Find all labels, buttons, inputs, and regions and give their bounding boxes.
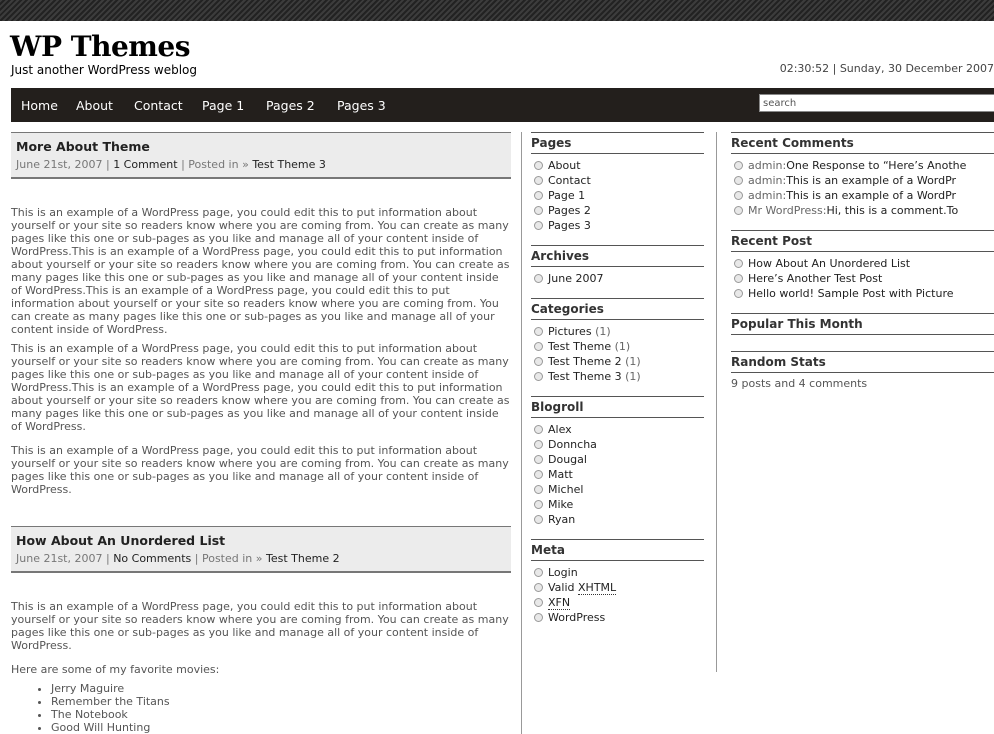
bullet-icon xyxy=(534,568,543,577)
list-item[interactable] xyxy=(531,452,704,467)
nav-contact[interactable]: Contact xyxy=(134,98,183,113)
list-item[interactable] xyxy=(731,256,994,271)
nav-home[interactable]: Home xyxy=(21,98,58,113)
widget-title: Categories xyxy=(531,298,704,320)
post-header xyxy=(11,526,511,573)
xhtml-link[interactable]: XHTML xyxy=(578,581,617,594)
list-item[interactable] xyxy=(531,271,704,286)
post-title[interactable]: How About An Unordered List xyxy=(16,533,226,548)
archive-link[interactable]: June 2007 xyxy=(548,272,604,285)
bullet-icon xyxy=(534,372,543,381)
post-paragraph: This is an example of a WordPress page, you could edit this to put information about yourself or your site so readers know where you are coming from. You can create as many pages like this one or sub-pages as you like and manage all of your content inside of WordPress. xyxy=(11,444,509,496)
list-item[interactable] xyxy=(531,482,704,497)
site-tagline: Just another WordPress weblog xyxy=(11,63,198,77)
bullet-icon xyxy=(534,613,543,622)
widget-random-stats xyxy=(731,351,994,390)
comment-author: admin: xyxy=(748,174,787,187)
bullet-icon xyxy=(534,425,543,434)
blogroll-link[interactable]: Dougal xyxy=(548,453,587,466)
category-count: (1) xyxy=(614,340,631,353)
category-count: (1) xyxy=(595,325,611,338)
bullet-icon xyxy=(534,583,543,592)
list-item: • Jerry Maguire xyxy=(51,682,511,695)
list-item[interactable] xyxy=(531,203,704,218)
list-item: • Good Will Hunting xyxy=(51,721,511,734)
page-link[interactable]: Pages 2 xyxy=(548,204,591,217)
blogroll-link[interactable]: Ryan xyxy=(548,513,576,526)
widget-title: Archives xyxy=(531,245,704,267)
widget-title: Recent Post xyxy=(731,230,994,252)
list-item[interactable] xyxy=(731,271,994,286)
xfn-link[interactable]: XFN xyxy=(548,596,571,609)
post xyxy=(11,526,511,734)
category-link[interactable]: Test Theme 3 xyxy=(548,370,622,383)
movie-list xyxy=(11,682,511,734)
widget-archives xyxy=(531,245,704,286)
sidebar-left xyxy=(531,132,704,637)
widget-title: Random Stats xyxy=(731,351,994,373)
posted-in-label: Posted in » xyxy=(188,158,249,171)
bullet-icon xyxy=(734,161,743,170)
post-meta xyxy=(16,552,506,568)
list-item[interactable] xyxy=(531,610,704,625)
bullet-icon xyxy=(534,221,543,230)
date-time-display: 02:30:52 | Sunday, 30 December 2007 xyxy=(779,62,994,75)
list-item[interactable] xyxy=(531,512,704,527)
bullet-icon xyxy=(534,440,543,449)
list-item[interactable] xyxy=(531,324,704,339)
bullet-icon xyxy=(534,274,543,283)
category-link[interactable]: Test Theme 2 xyxy=(266,552,340,565)
bullet-icon xyxy=(734,176,743,185)
widget-categories xyxy=(531,298,704,384)
post-header xyxy=(11,132,511,179)
wordpress-link[interactable]: WordPress xyxy=(548,611,606,624)
post-meta xyxy=(16,158,506,174)
post xyxy=(11,132,511,496)
sidebar-right xyxy=(731,132,994,402)
widget-title: Pages xyxy=(531,132,704,154)
widget-recent-posts xyxy=(731,230,994,301)
blogroll-link[interactable]: Michel xyxy=(548,483,584,496)
bullet-icon xyxy=(734,206,743,215)
list-item[interactable] xyxy=(731,173,994,188)
widget-title: Blogroll xyxy=(531,396,704,418)
comments-link[interactable]: 1 Comment xyxy=(113,158,178,171)
meta-separator: | xyxy=(105,552,114,565)
blogroll-link[interactable]: Mike xyxy=(548,498,574,511)
page-link[interactable]: About xyxy=(548,159,581,172)
search-input[interactable] xyxy=(759,94,994,112)
site-title[interactable]: WP Themes xyxy=(10,30,190,63)
recent-post-link[interactable]: Here’s Another Test Post xyxy=(748,272,883,285)
bullet-icon xyxy=(534,357,543,366)
nav-pages-2[interactable]: Pages 2 xyxy=(266,98,315,113)
page-link[interactable]: Pages 3 xyxy=(548,219,591,232)
list-item[interactable] xyxy=(531,580,704,595)
comment-author: admin: xyxy=(748,159,787,172)
meta-separator: | xyxy=(105,158,114,171)
meta-separator: | xyxy=(181,158,189,171)
bullet-icon xyxy=(534,485,543,494)
list-item[interactable] xyxy=(731,286,994,301)
post-date: June 21st, 2007 xyxy=(16,158,103,171)
widget-recent-comments xyxy=(731,132,994,218)
list-item[interactable] xyxy=(531,467,704,482)
bullet-icon xyxy=(534,455,543,464)
column-divider xyxy=(521,132,522,734)
widget-popular xyxy=(731,313,994,335)
blogroll-link[interactable]: Donncha xyxy=(548,438,597,451)
bullet-icon xyxy=(534,206,543,215)
meta-separator: | xyxy=(194,552,202,565)
comment-link[interactable]: This is an example of a WordPr xyxy=(786,174,957,187)
comment-link[interactable]: This is an example of a WordPr xyxy=(786,189,957,202)
login-link[interactable]: Login xyxy=(548,566,578,579)
bullet-icon xyxy=(534,161,543,170)
post-paragraph: This is an example of a WordPress page, you could edit this to put information about yourself or your site so readers know where you are coming from. You can create as many pages like this one or sub-pages as you like and manage all of your content inside of WordPress. xyxy=(11,600,509,652)
widget-meta xyxy=(531,539,704,625)
comments-link[interactable]: No Comments xyxy=(113,552,192,565)
category-count: (1) xyxy=(625,355,641,368)
page-link[interactable]: Page 1 xyxy=(548,189,586,202)
list-item[interactable] xyxy=(531,369,704,384)
recent-post-link[interactable]: How About An Unordered List xyxy=(748,257,911,270)
stats-text: 9 posts and 4 comments xyxy=(731,377,868,390)
category-link[interactable]: Test Theme xyxy=(548,340,612,353)
bullet-icon xyxy=(534,342,543,351)
bullet-icon xyxy=(534,500,543,509)
post-body xyxy=(11,206,511,496)
bullet-icon xyxy=(534,470,543,479)
nav-pages-3[interactable]: Pages 3 xyxy=(337,98,386,113)
post-paragraph: This is an example of a WordPress page, you could edit this to put information about yourself or your site so readers know where you are coming from. You can create as many pages like this one or sub-pages as you like and manage all of your content inside of WordPress.This is an example of a WordPress page, you could edit this to put information about yourself or your site so readers know where you are coming from. You can create as many pages like this one or sub-pages as you like and manage all of your content inside of WordPress.This is an example of a WordPress page, you could edit this to put information about yourself or your site so readers know where you are coming from. You can create as many pages like this one or sub-pages as you like and manage all of your content inside of WordPress. xyxy=(11,206,510,336)
list-item[interactable] xyxy=(531,188,704,203)
posted-in-label: Posted in » xyxy=(201,552,263,565)
recent-post-link[interactable]: Hello world! Sample Post with Picture xyxy=(748,287,954,300)
category-count: (1) xyxy=(625,370,641,383)
category-link[interactable]: Pictures xyxy=(548,325,592,338)
bullet-icon xyxy=(734,259,743,268)
comment-link[interactable]: Hi, this is a comment.To xyxy=(826,204,959,217)
bullet-icon xyxy=(534,191,543,200)
category-link[interactable]: Test Theme 3 xyxy=(252,158,326,171)
valid-label: Valid xyxy=(548,581,575,594)
post-body xyxy=(11,600,511,734)
post-title[interactable]: More About Theme xyxy=(16,139,150,154)
top-stripe xyxy=(0,0,994,21)
list-item[interactable] xyxy=(531,422,704,437)
blogroll-link[interactable]: Alex xyxy=(548,423,572,436)
list-item: • The Notebook xyxy=(51,708,511,721)
widget-blogroll xyxy=(531,396,704,527)
bullet-icon xyxy=(734,274,743,283)
list-item[interactable] xyxy=(531,173,704,188)
list-item[interactable] xyxy=(731,188,994,203)
list-item: • Remember the Titans xyxy=(51,695,511,708)
blogroll-link[interactable]: Matt xyxy=(548,468,573,481)
bullet-icon xyxy=(534,327,543,336)
category-link[interactable]: Test Theme 2 xyxy=(548,355,622,368)
bullet-icon xyxy=(734,289,743,298)
comment-author: Mr WordPress: xyxy=(748,204,827,217)
bullet-icon xyxy=(534,515,543,524)
list-item[interactable] xyxy=(531,218,704,233)
widget-title: Meta xyxy=(531,539,704,561)
main-content xyxy=(11,132,511,734)
page-link[interactable]: Contact xyxy=(548,174,591,187)
widget-title: Popular This Month xyxy=(731,313,994,335)
nav-page-1[interactable]: Page 1 xyxy=(202,98,245,113)
nav-about[interactable]: About xyxy=(76,98,113,113)
column-divider xyxy=(716,132,717,672)
list-item[interactable] xyxy=(531,497,704,512)
main-navigation xyxy=(11,88,994,122)
comment-link[interactable]: One Response to “Here’s Anothe xyxy=(786,159,967,172)
post-paragraph: Here are some of my favorite movies: xyxy=(11,663,220,676)
widget-title: Recent Comments xyxy=(731,132,994,154)
list-item[interactable] xyxy=(531,437,704,452)
list-item[interactable] xyxy=(531,158,704,173)
list-item[interactable] xyxy=(531,595,704,610)
list-item[interactable] xyxy=(531,339,704,354)
list-item[interactable] xyxy=(531,565,704,580)
comment-author: admin: xyxy=(748,189,787,202)
post-paragraph: This is an example of a WordPress page, you could edit this to put information about yourself or your site so readers know where you are coming from. You can create as many pages like this one or sub-pages as you like and manage all of your content inside of WordPress.This is an example of a WordPress page, you could edit this to put information about yourself or your site so readers know where you are coming from. You can create as many pages like this one or sub-pages as you like and manage all of your content inside of WordPress. xyxy=(11,342,510,433)
bullet-icon xyxy=(534,598,543,607)
list-item[interactable] xyxy=(731,203,994,218)
bullet-icon xyxy=(534,176,543,185)
post-date: June 21st, 2007 xyxy=(16,552,103,565)
widget-pages xyxy=(531,132,704,233)
bullet-icon xyxy=(734,191,743,200)
list-item[interactable] xyxy=(531,354,704,369)
list-item[interactable] xyxy=(731,158,994,173)
